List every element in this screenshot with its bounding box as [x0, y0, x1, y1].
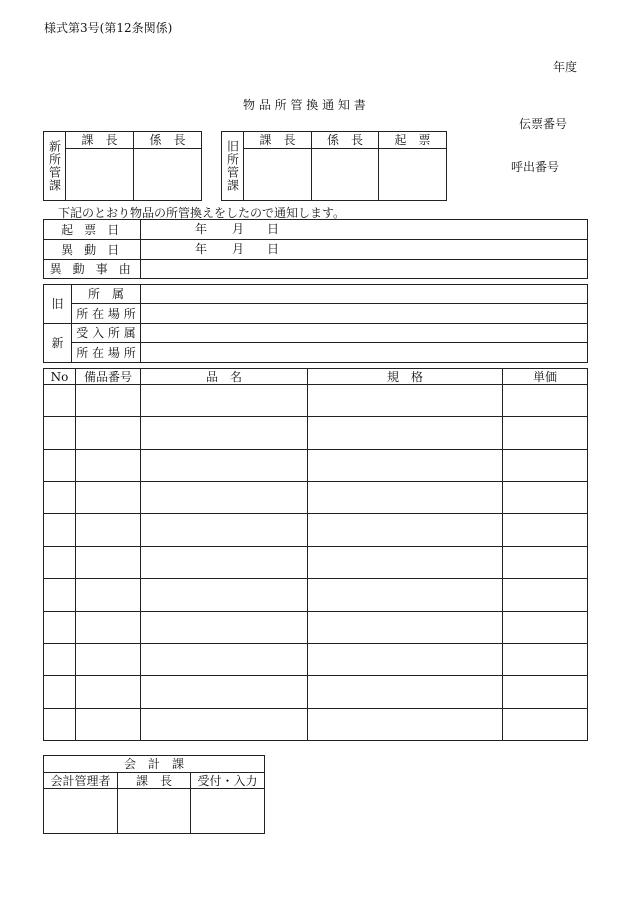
accounting-col-chief: 課 長	[118, 773, 191, 789]
receiving-affiliation-field[interactable]	[141, 324, 588, 343]
item-no-cell[interactable]	[44, 417, 76, 449]
item-asset-number-cell[interactable]	[76, 579, 141, 611]
item-name-cell[interactable]	[141, 449, 308, 481]
table-row	[44, 385, 588, 417]
new-dept-col-subchief: 係 長	[134, 132, 202, 149]
item-spec-cell[interactable]	[308, 708, 503, 740]
item-no-cell[interactable]	[44, 643, 76, 675]
issue-month-unit: 月	[232, 222, 245, 236]
item-spec-cell[interactable]	[308, 514, 503, 546]
item-unit-price-cell[interactable]	[503, 482, 588, 514]
item-spec-cell[interactable]	[308, 643, 503, 675]
item-asset-number-cell[interactable]	[76, 385, 141, 417]
item-spec-cell[interactable]	[308, 449, 503, 481]
new-location-label: 新	[44, 324, 72, 363]
issue-day-unit: 日	[267, 222, 280, 236]
item-no-cell[interactable]	[44, 385, 76, 417]
items-col-no: No	[44, 369, 76, 385]
new-dept-col-chief: 課 長	[66, 132, 134, 149]
old-affiliation-field[interactable]	[141, 285, 588, 304]
item-unit-price-cell[interactable]	[503, 676, 588, 708]
form-number: 様式第3号(第12条関係)	[44, 21, 173, 35]
table-row	[44, 676, 588, 708]
item-unit-price-cell[interactable]	[503, 546, 588, 578]
item-spec-cell[interactable]	[308, 676, 503, 708]
item-no-cell[interactable]	[44, 611, 76, 643]
old-dept-side-label: 旧所管課	[222, 132, 244, 201]
old-affiliation-label: 所 属	[72, 285, 141, 304]
items-col-item-name: 品 名	[141, 369, 308, 385]
item-name-cell[interactable]	[141, 579, 308, 611]
accounting-stamp-reception[interactable]	[191, 789, 265, 834]
page-title: 物 品 所 管 換 通 知 書	[243, 98, 366, 112]
table-row	[44, 417, 588, 449]
item-spec-cell[interactable]	[308, 546, 503, 578]
item-name-cell[interactable]	[141, 417, 308, 449]
fiscal-year-label: 年度	[553, 60, 578, 74]
item-no-cell[interactable]	[44, 676, 76, 708]
old-dept-stamp-chief[interactable]	[244, 149, 312, 201]
item-name-cell[interactable]	[141, 676, 308, 708]
table-row	[44, 449, 588, 481]
item-unit-price-cell[interactable]	[503, 417, 588, 449]
item-no-cell[interactable]	[44, 482, 76, 514]
item-name-cell[interactable]	[141, 708, 308, 740]
item-asset-number-cell[interactable]	[76, 417, 141, 449]
table-row	[44, 643, 588, 675]
item-no-cell[interactable]	[44, 546, 76, 578]
item-spec-cell[interactable]	[308, 611, 503, 643]
notice-text: 下記のとおり物品の所管換えをしたので通知します。	[58, 206, 346, 220]
transfer-reason-field[interactable]	[141, 260, 588, 279]
item-asset-number-cell[interactable]	[76, 482, 141, 514]
old-dept-col-subchief: 係 長	[312, 132, 379, 149]
item-name-cell[interactable]	[141, 385, 308, 417]
old-location-field[interactable]	[141, 304, 588, 324]
transfer-year-unit: 年	[195, 242, 208, 256]
item-name-cell[interactable]	[141, 611, 308, 643]
transfer-date-field[interactable]	[141, 240, 588, 260]
item-no-cell[interactable]	[44, 449, 76, 481]
table-row	[44, 579, 588, 611]
transfer-day-unit: 日	[267, 242, 280, 256]
items-col-unit-price: 単価	[503, 369, 588, 385]
item-spec-cell[interactable]	[308, 385, 503, 417]
new-dept-stamp-chief[interactable]	[66, 149, 134, 201]
item-spec-cell[interactable]	[308, 579, 503, 611]
old-dept-col-drafter: 起 票	[379, 132, 447, 149]
items-col-spec: 規 格	[308, 369, 503, 385]
old-location-place-label: 所 在 場 所	[72, 304, 141, 324]
old-dept-col-chief: 課 長	[244, 132, 312, 149]
table-row	[44, 514, 588, 546]
accounting-stamp-chief[interactable]	[118, 789, 191, 834]
item-no-cell[interactable]	[44, 514, 76, 546]
accounting-stamp-manager[interactable]	[44, 789, 118, 834]
item-spec-cell[interactable]	[308, 417, 503, 449]
table-row	[44, 708, 588, 740]
item-no-cell[interactable]	[44, 579, 76, 611]
accounting-approval-box	[43, 755, 265, 834]
item-asset-number-cell[interactable]	[76, 708, 141, 740]
issue-year-unit: 年	[195, 222, 208, 236]
items-col-asset-number: 備品番号	[76, 369, 141, 385]
old-location-label: 旧	[44, 285, 72, 324]
location-table	[43, 284, 588, 363]
receiving-affiliation-label: 受 入 所 属	[72, 324, 141, 343]
new-dept-side-label: 新所管課	[44, 132, 66, 201]
item-asset-number-cell[interactable]	[76, 611, 141, 643]
item-asset-number-cell[interactable]	[76, 449, 141, 481]
accounting-col-manager: 会計管理者	[44, 773, 118, 789]
accounting-title: 会 計 課	[44, 756, 265, 773]
new-dept-approval-box	[43, 131, 202, 201]
item-name-cell[interactable]	[141, 482, 308, 514]
item-name-cell[interactable]	[141, 643, 308, 675]
transfer-reason-label: 異 動 事 由	[44, 260, 141, 279]
new-dept-stamp-subchief[interactable]	[134, 149, 202, 201]
table-row	[44, 611, 588, 643]
new-location-place-label: 所 在 場 所	[72, 343, 141, 363]
item-name-cell[interactable]	[141, 546, 308, 578]
item-asset-number-cell[interactable]	[76, 643, 141, 675]
transfer-month-unit: 月	[232, 242, 245, 256]
item-asset-number-cell[interactable]	[76, 546, 141, 578]
item-unit-price-cell[interactable]	[503, 385, 588, 417]
item-unit-price-cell[interactable]	[503, 708, 588, 740]
call-number-label: 呼出番号	[511, 160, 560, 174]
item-unit-price-cell[interactable]	[503, 643, 588, 675]
table-row	[44, 546, 588, 578]
accounting-col-reception: 受付・入力	[191, 773, 265, 789]
item-unit-price-cell[interactable]	[503, 514, 588, 546]
item-unit-price-cell[interactable]	[503, 449, 588, 481]
item-name-cell[interactable]	[141, 514, 308, 546]
item-unit-price-cell[interactable]	[503, 611, 588, 643]
old-dept-stamp-drafter[interactable]	[379, 149, 447, 201]
issue-date-label: 起 票 日	[44, 220, 141, 240]
transfer-info-table	[43, 219, 588, 279]
item-unit-price-cell[interactable]	[503, 579, 588, 611]
item-spec-cell[interactable]	[308, 482, 503, 514]
item-no-cell[interactable]	[44, 708, 76, 740]
item-asset-number-cell[interactable]	[76, 676, 141, 708]
items-table	[43, 368, 588, 741]
new-location-field[interactable]	[141, 343, 588, 363]
item-asset-number-cell[interactable]	[76, 514, 141, 546]
table-row	[44, 482, 588, 514]
slip-number-label: 伝票番号	[519, 117, 568, 131]
transfer-date-label: 異 動 日	[44, 240, 141, 260]
old-dept-stamp-subchief[interactable]	[312, 149, 379, 201]
old-dept-approval-box	[221, 131, 447, 201]
issue-date-field[interactable]	[141, 220, 588, 240]
